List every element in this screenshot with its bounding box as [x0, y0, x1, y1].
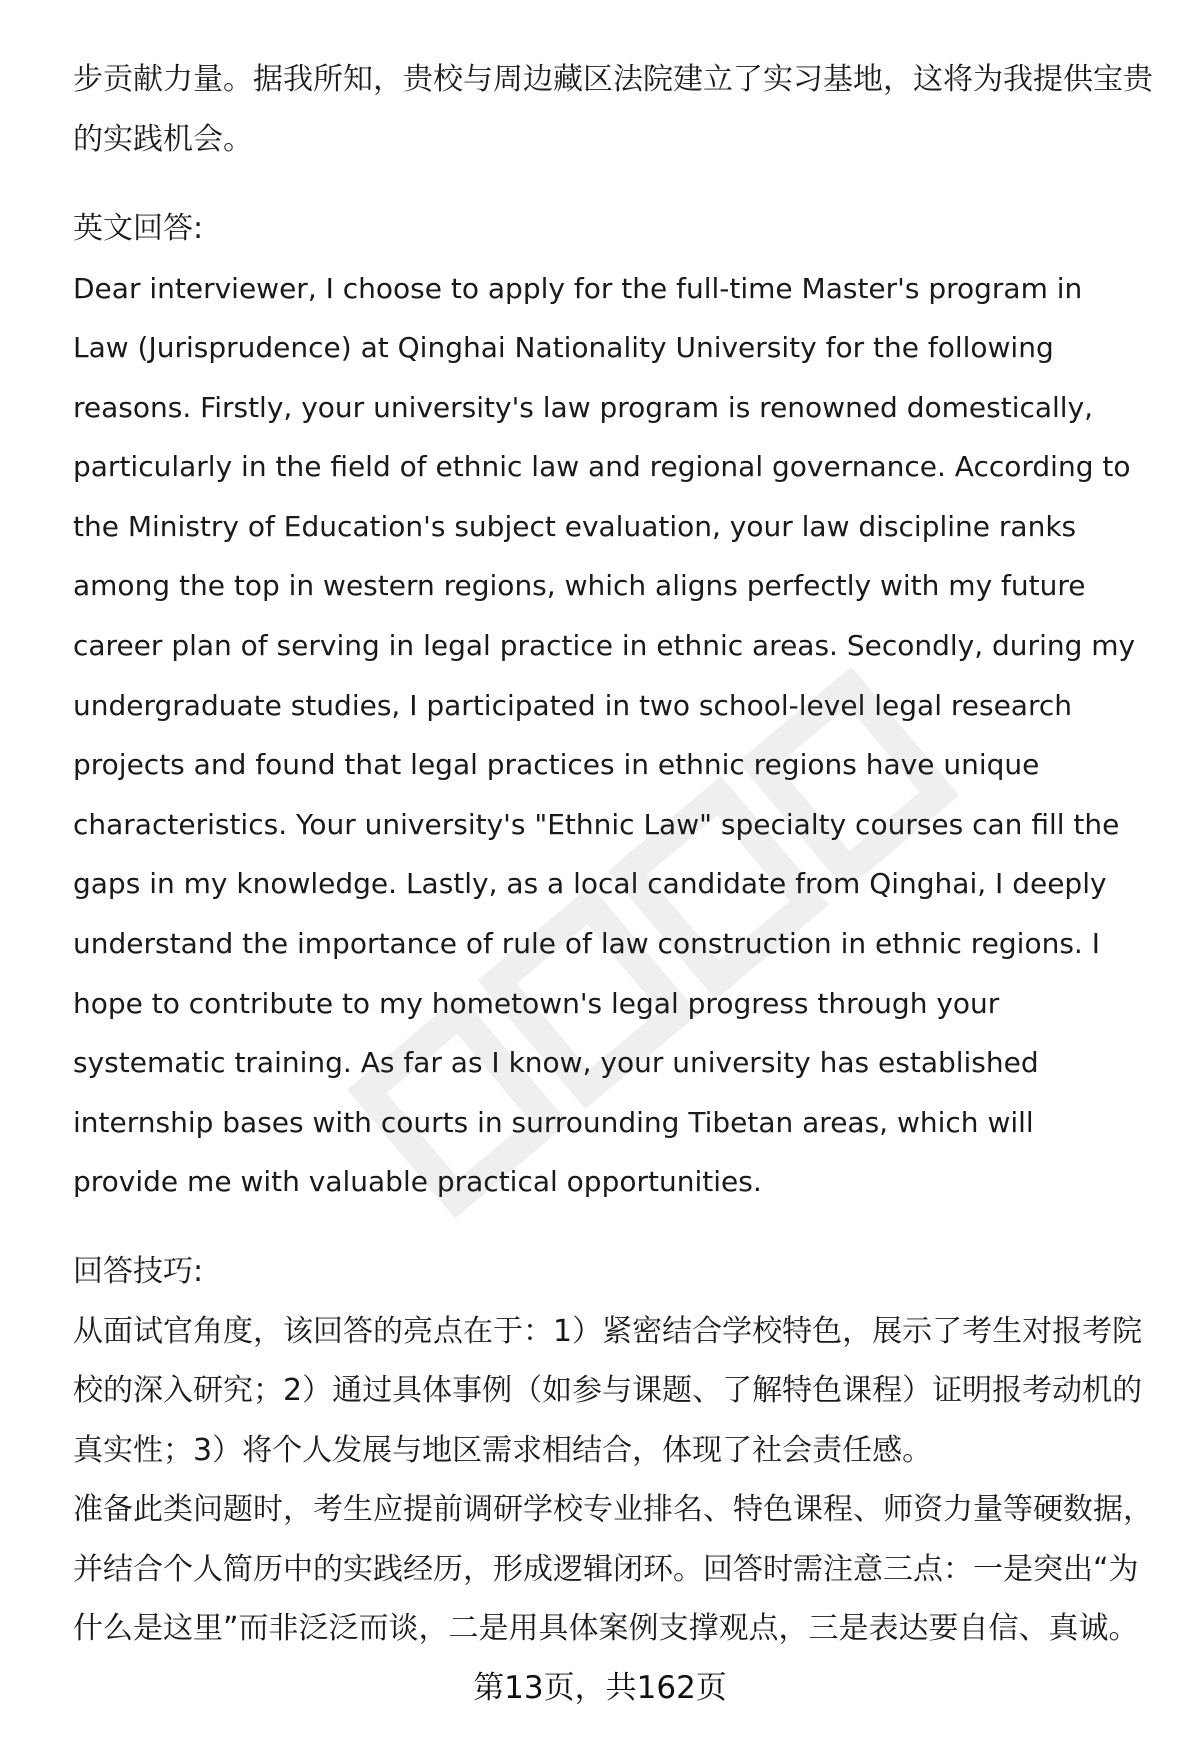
text-line: 真实性；3）将个人发展与地区需求相结合，体现了社会责任感。 [73, 1432, 933, 1468]
english-answer-section [73, 199, 1153, 1212]
text-line: reasons. Firstly, your university's law program is renowned domestically, [73, 390, 1094, 424]
text-line: the Ministry of Education's subject evaluation, your law discipline ranks [73, 509, 1077, 543]
text-line: 的实践机会。 [73, 121, 253, 157]
text-line: Law (Jurisprudence) at Qinghai Nationality University for the following [73, 331, 1054, 365]
text-line: hope to contribute to my hometown's legal progress through your [73, 986, 1000, 1020]
text-line: 并结合个人简历中的实践经历，形成逻辑闭环。回答时需注意三点：一是突出“为 [73, 1551, 1139, 1587]
text-line: among the top in western regions, which aligns perfectly with my future [73, 569, 1086, 603]
answer-tips-section [73, 1242, 1153, 1659]
text-line: Dear interviewer, I choose to apply for the full-time Master's program in [73, 271, 1083, 305]
section-heading: 英文回答: [73, 211, 204, 246]
text-line: 准备此类问题时，考生应提前调研学校专业排名、特色课程、师资力量等硬数据， [73, 1492, 1153, 1527]
text-line: characteristics. Your university's "Ethnic Law" specialty courses can fill the [73, 807, 1120, 841]
text-line: 校的深入研究；2）通过具体事例（如参与课题、了解特色课程）证明报考动机的 [73, 1373, 1143, 1408]
text-line: understand the importance of rule of law construction in ethnic regions. I [73, 927, 1100, 961]
text-line: gaps in my knowledge. Lastly, as a local candidate from Qinghai, I deeply [73, 867, 1107, 901]
text-line: internship bases with courts in surrounding Tibetan areas, which will [73, 1105, 1034, 1139]
text-line: 从面试官角度，该回答的亮点在于：1）紧密结合学校特色，展示了考生对报考院 [73, 1313, 1143, 1349]
text-line: undergraduate studies, I participated in two school-level legal research [73, 688, 1073, 722]
document-page [73, 50, 1153, 1659]
text-line: career plan of serving in legal practice in ethnic areas. Secondly, during my [73, 629, 1136, 663]
text-line: projects and found that legal practices in ethnic regions have unique [73, 748, 1040, 782]
text-line: 步贡献力量。据我所知，贵校与周边藏区法院建立了实习基地，这将为我提供宝贵 [73, 62, 1153, 97]
text-line: provide me with valuable practical opportunities. [73, 1165, 762, 1199]
text-line: 什么是这里”而非泛泛而谈，二是用具体案例支撑观点，三是表达要自信、真诚。 [73, 1611, 1139, 1646]
text-line: systematic training. As far as I know, your university has established [73, 1046, 1039, 1080]
text-line: particularly in the field of ethnic law and regional governance. According to [73, 450, 1131, 484]
section-heading: 回答技巧: [73, 1254, 204, 1289]
page-number: 第13页，共162页 [473, 1670, 727, 1706]
intro-paragraph [73, 50, 1153, 169]
